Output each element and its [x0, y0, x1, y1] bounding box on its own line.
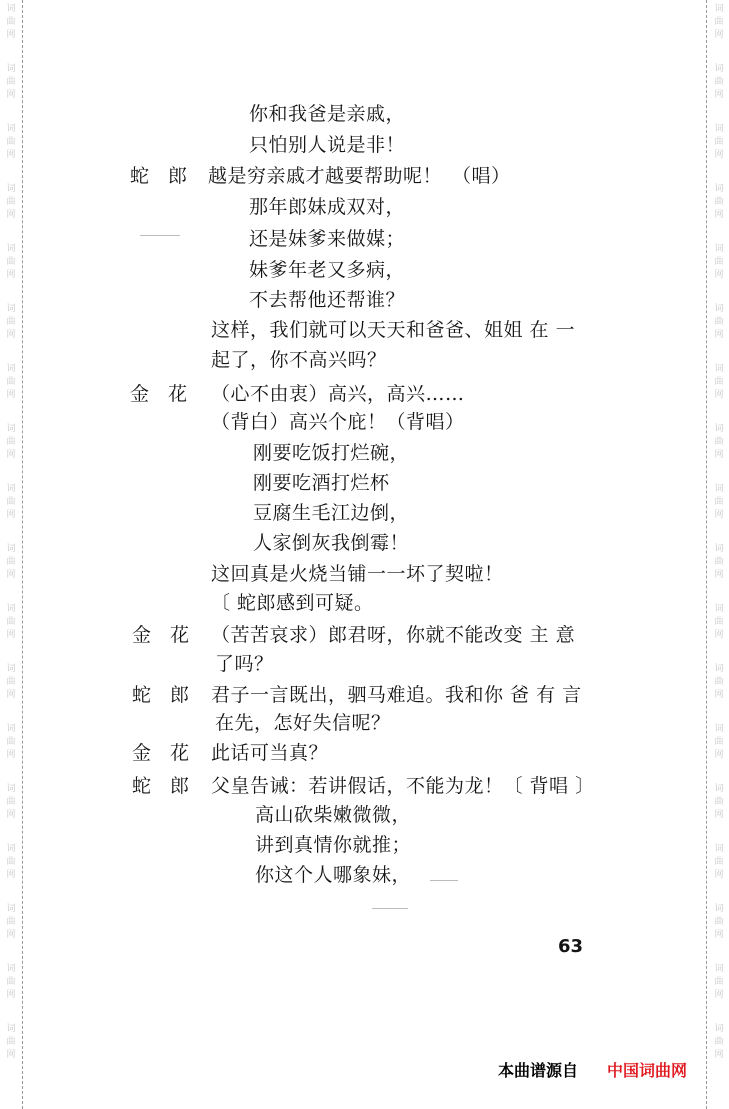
watermark-char: 网: [6, 270, 16, 280]
scan-speck: [430, 880, 458, 881]
watermark-char: 网: [714, 450, 724, 460]
script-line: 这回真是火烧当铺一一坏了契啦！: [211, 563, 504, 585]
watermark-char: 网: [714, 810, 724, 820]
watermark-char: 网: [714, 930, 724, 940]
script-line: 你和我爸是亲戚，: [249, 103, 406, 125]
watermark-char: 网: [714, 210, 724, 220]
speaker-name: 蛇 郎: [132, 775, 190, 797]
watermark-char: 词: [6, 64, 16, 74]
watermark-char: 词: [714, 664, 724, 674]
watermark-char: 曲: [6, 137, 16, 147]
watermark-char: 词: [714, 424, 724, 434]
watermark-char: 词: [714, 244, 724, 254]
script-line: 妹爹年老又多病，: [249, 259, 406, 281]
watermark-char: 网: [714, 390, 724, 400]
watermark-char: 曲: [714, 797, 724, 807]
watermark-char: 曲: [714, 497, 724, 507]
watermark-char: 网: [6, 450, 16, 460]
speaker-name: 金 花: [132, 624, 190, 646]
script-line: （苦苦哀求）郎君呀，你就不能改变 主 意: [211, 624, 576, 646]
watermark-char: 词: [714, 724, 724, 734]
watermark-char: 词: [6, 124, 16, 134]
watermark-char: 网: [6, 750, 16, 760]
watermark-char: 网: [6, 690, 16, 700]
watermark-char: 曲: [6, 737, 16, 747]
watermark-char: 曲: [714, 557, 724, 567]
watermark-char: 网: [6, 930, 16, 940]
script-line: 那年郎妹成双对，: [249, 196, 406, 218]
watermark-char: 网: [714, 30, 724, 40]
script-line: （心不由衷）高兴，高兴……: [211, 383, 465, 405]
speaker-name: 金 花: [130, 383, 188, 405]
watermark-char: 词: [714, 544, 724, 554]
watermark-char: 曲: [6, 677, 16, 687]
watermark-char: 网: [6, 510, 16, 520]
watermark-char: 词: [714, 124, 724, 134]
watermark-char: 词: [6, 844, 16, 854]
script-line: 讲到真情你就推；: [255, 834, 412, 856]
script-line: 越是穷亲戚才越要帮助呢！ （唱）: [208, 165, 511, 187]
watermark-char: 词: [714, 184, 724, 194]
watermark-char: 网: [714, 570, 724, 580]
script-line: 刚要吃酒打烂杯: [253, 472, 390, 494]
stage-direction: 〔 蛇郎感到可疑。: [211, 592, 374, 614]
watermark-char: 曲: [6, 377, 16, 387]
script-line: 高山砍柴嫩微微，: [255, 804, 412, 826]
watermark-char: 曲: [6, 17, 16, 27]
script-line: 你这个人哪象妹，: [255, 864, 412, 886]
watermark-char: 网: [6, 150, 16, 160]
watermark-char: 词: [6, 424, 16, 434]
watermark-char: 曲: [714, 257, 724, 267]
watermark-char: 曲: [6, 917, 16, 927]
script-line: 起了，你不高兴吗？: [211, 349, 387, 371]
script-line: 这样，我们就可以天天和爸爸、姐姐 在 一: [211, 319, 576, 341]
watermark-char: 词: [6, 304, 16, 314]
watermark-char: 网: [714, 990, 724, 1000]
watermark-char: 词: [714, 4, 724, 14]
watermark-char: 词: [6, 1024, 16, 1034]
watermark-char: 词: [6, 244, 16, 254]
script-line: 只怕别人说是非！: [249, 134, 406, 156]
watermark-char: 词: [6, 364, 16, 374]
left-dashed-border: [22, 0, 23, 1109]
watermark-char: 曲: [6, 1037, 16, 1047]
watermark-char: 曲: [714, 137, 724, 147]
watermark-char: 曲: [714, 1037, 724, 1047]
script-line: 君子一言既出，驷马难追。我和你 爸 有 言: [211, 684, 582, 706]
watermark-char: 曲: [6, 977, 16, 987]
script-line: 不去帮他还帮谁？: [249, 289, 406, 311]
watermark-char: 网: [6, 390, 16, 400]
watermark-char: 网: [6, 330, 16, 340]
script-line: 还是妹爹来做媒；: [249, 228, 406, 250]
watermark-char: 网: [6, 1050, 16, 1060]
footer-site-name: 中国词曲网: [607, 1061, 688, 1080]
watermark-char: 曲: [714, 857, 724, 867]
watermark-char: 曲: [6, 77, 16, 87]
watermark-char: 网: [714, 90, 724, 100]
watermark-char: 网: [6, 210, 16, 220]
watermark-char: 词: [6, 724, 16, 734]
watermark-char: 曲: [6, 197, 16, 207]
watermark-char: 曲: [714, 197, 724, 207]
watermark-char: 曲: [714, 77, 724, 87]
watermark-char: 网: [714, 330, 724, 340]
watermark-char: 词: [6, 904, 16, 914]
watermark-char: 曲: [714, 317, 724, 327]
watermark-char: 曲: [6, 797, 16, 807]
watermark-char: 曲: [714, 17, 724, 27]
watermark-char: 网: [714, 690, 724, 700]
watermark-char: 网: [714, 150, 724, 160]
watermark-char: 曲: [714, 917, 724, 927]
watermark-char: 词: [714, 964, 724, 974]
watermark-char: 曲: [714, 737, 724, 747]
watermark-char: 词: [714, 604, 724, 614]
watermark-char: 网: [6, 30, 16, 40]
watermark-char: 词: [6, 664, 16, 674]
script-line: （背白）高兴个庇！（背唱）: [211, 411, 465, 433]
watermark-char: 曲: [714, 677, 724, 687]
watermark-char: 曲: [714, 377, 724, 387]
watermark-char: 词: [6, 784, 16, 794]
watermark-char: 词: [714, 784, 724, 794]
watermark-char: 曲: [6, 857, 16, 867]
watermark-char: 网: [714, 750, 724, 760]
watermark-char: 曲: [6, 497, 16, 507]
watermark-char: 网: [6, 810, 16, 820]
watermark-char: 曲: [714, 437, 724, 447]
page-number: 63: [558, 936, 584, 957]
speaker-name: 蛇 郎: [132, 684, 190, 706]
script-line: 在先，怎好失信呢？: [215, 712, 391, 734]
watermark-char: 网: [714, 870, 724, 880]
watermark-char: 网: [6, 90, 16, 100]
speaker-name: 蛇 郎: [130, 165, 188, 187]
script-line: 刚要吃饭打烂碗，: [253, 442, 410, 464]
watermark-char: 词: [714, 484, 724, 494]
speaker-name: 金 花: [132, 742, 190, 764]
watermark-char: 词: [6, 544, 16, 554]
watermark-char: 网: [714, 1050, 724, 1060]
watermark-char: 网: [6, 870, 16, 880]
watermark-char: 词: [714, 904, 724, 914]
watermark-char: 曲: [6, 317, 16, 327]
watermark-char: 词: [6, 184, 16, 194]
watermark-char: 词: [714, 364, 724, 374]
watermark-char: 词: [714, 304, 724, 314]
scan-speck: [372, 908, 408, 909]
script-line: 人家倒灰我倒霉！: [253, 532, 410, 554]
watermark-char: 曲: [6, 257, 16, 267]
watermark-char: 曲: [714, 977, 724, 987]
watermark-char: 词: [6, 484, 16, 494]
watermark-char: 词: [6, 964, 16, 974]
script-line: 了吗？: [215, 653, 274, 675]
script-line: 豆腐生毛江边倒，: [253, 502, 410, 524]
watermark-char: 网: [714, 510, 724, 520]
watermark-char: 网: [6, 630, 16, 640]
watermark-char: 词: [6, 4, 16, 14]
watermark-char: 词: [6, 604, 16, 614]
script-line: 此话可当真？: [211, 742, 329, 764]
watermark-char: 词: [714, 844, 724, 854]
footer-source-label: 本曲谱源自: [498, 1061, 579, 1080]
watermark-char: 曲: [6, 557, 16, 567]
watermark-char: 词: [714, 1024, 724, 1034]
watermark-char: 曲: [6, 437, 16, 447]
scan-speck: [140, 235, 180, 236]
watermark-char: 网: [6, 570, 16, 580]
watermark-char: 网: [714, 270, 724, 280]
watermark-char: 网: [6, 990, 16, 1000]
script-line: 父皇告诫：若讲假话，不能为龙！〔 背唱 〕: [211, 775, 595, 797]
watermark-char: 曲: [6, 617, 16, 627]
right-dashed-border: [706, 0, 707, 1109]
watermark-char: 词: [714, 64, 724, 74]
watermark-char: 网: [714, 630, 724, 640]
watermark-char: 曲: [714, 617, 724, 627]
